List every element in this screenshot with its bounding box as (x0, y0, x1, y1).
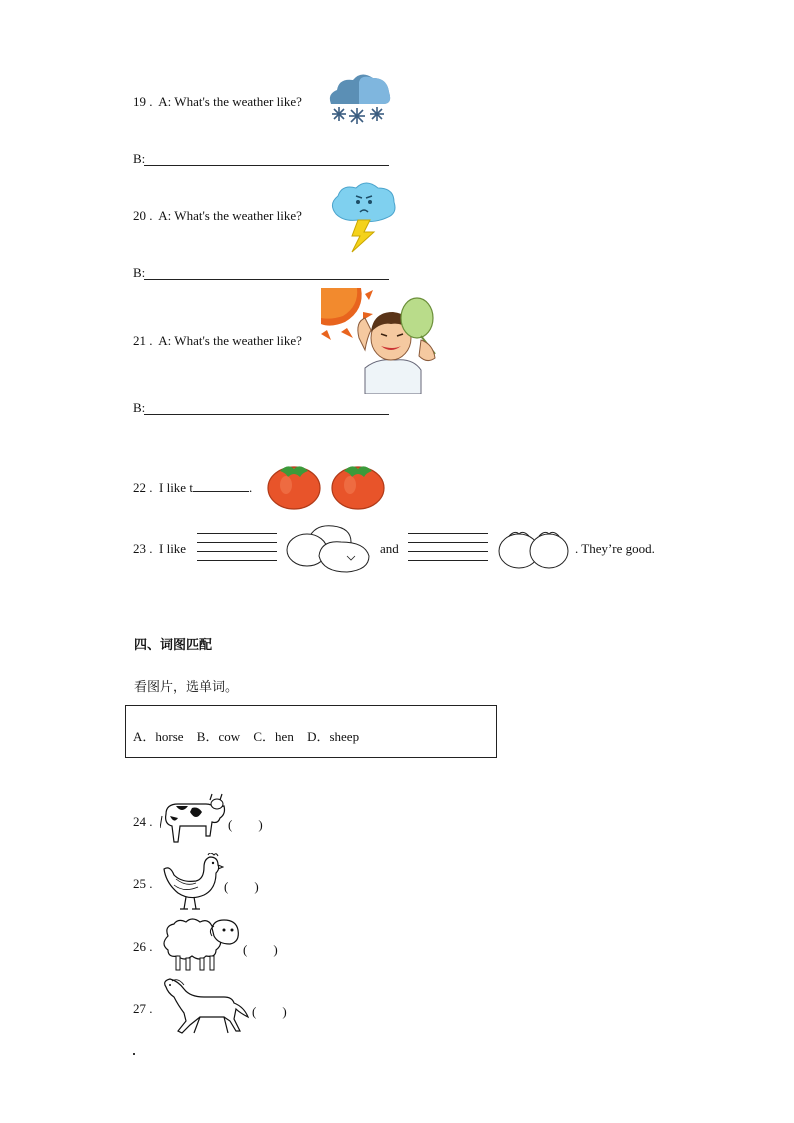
question-27-number: 27 . (133, 1001, 153, 1016)
question-number: 20 (133, 208, 146, 223)
answer-23-lines-1[interactable] (197, 533, 277, 569)
option-hen: C．hen (253, 729, 294, 744)
question-21: 21 . A: What's the weather like? (133, 333, 302, 348)
question-punct: . (248, 480, 253, 495)
dot-mark (133, 1053, 135, 1055)
word-options-box (125, 705, 497, 758)
question-text: I like t (159, 480, 193, 495)
question-23-ending: . They’re good. (575, 541, 655, 556)
answer-20-prefix: B: (133, 265, 146, 280)
question-prompt: A: What's the weather like? (158, 208, 302, 223)
tomatoes-icon (266, 461, 386, 511)
question-24-number: 24 . (133, 814, 153, 829)
tomatoes-outline-icon (497, 526, 573, 570)
option-cow: B．cow (196, 729, 241, 744)
question-number: 22 (133, 480, 146, 495)
answer-21-prefix: B: (133, 400, 146, 415)
question-number: 21 (133, 333, 146, 348)
potatoes-icon (285, 522, 373, 574)
storm-cloud-icon (328, 180, 398, 254)
question-prompt: A: What's the weather like? (158, 94, 302, 109)
hen-icon (160, 853, 224, 913)
horse-icon (160, 977, 252, 1037)
question-19: 19 . A: What's the weather like? (133, 94, 302, 109)
question-number: 19 (133, 94, 146, 109)
answer-27-paren[interactable]: ( ) (252, 1004, 287, 1019)
question-prompt: A: What's the weather like? (158, 333, 302, 348)
snow-cloud-icon (325, 70, 393, 128)
answer-20-line[interactable] (144, 279, 389, 280)
answer-22-blank[interactable] (193, 479, 249, 492)
answer-24-paren[interactable]: ( ) (228, 817, 263, 832)
section-instruction: 看图片，选单词。 (134, 680, 239, 695)
question-25-number: 25 . (133, 876, 153, 891)
word-options (133, 726, 369, 745)
answer-25-paren[interactable]: ( ) (224, 879, 259, 894)
conjunction-and: and (380, 541, 399, 556)
question-text: I like (159, 541, 187, 556)
cow-icon (160, 792, 228, 848)
sheep-icon (158, 916, 244, 974)
option-sheep: D．sheep (307, 729, 360, 744)
option-horse: A．horse (133, 729, 184, 744)
question-number: 23 (133, 541, 146, 556)
question-20: 20 . A: What's the weather like? (133, 208, 302, 223)
section-title: 四、词图匹配 (134, 638, 213, 653)
answer-26-paren[interactable]: ( ) (243, 942, 278, 957)
question-23: 23 . I like (133, 541, 187, 556)
answer-19-prefix: B: (133, 151, 146, 166)
question-26-number: 26 . (133, 939, 153, 954)
answer-19-line[interactable] (144, 165, 389, 166)
answer-23-lines-2[interactable] (408, 533, 488, 569)
answer-21-line[interactable] (144, 414, 389, 415)
question-22: 22 . I like t . (133, 480, 253, 495)
hot-sun-boy-icon (321, 288, 441, 394)
